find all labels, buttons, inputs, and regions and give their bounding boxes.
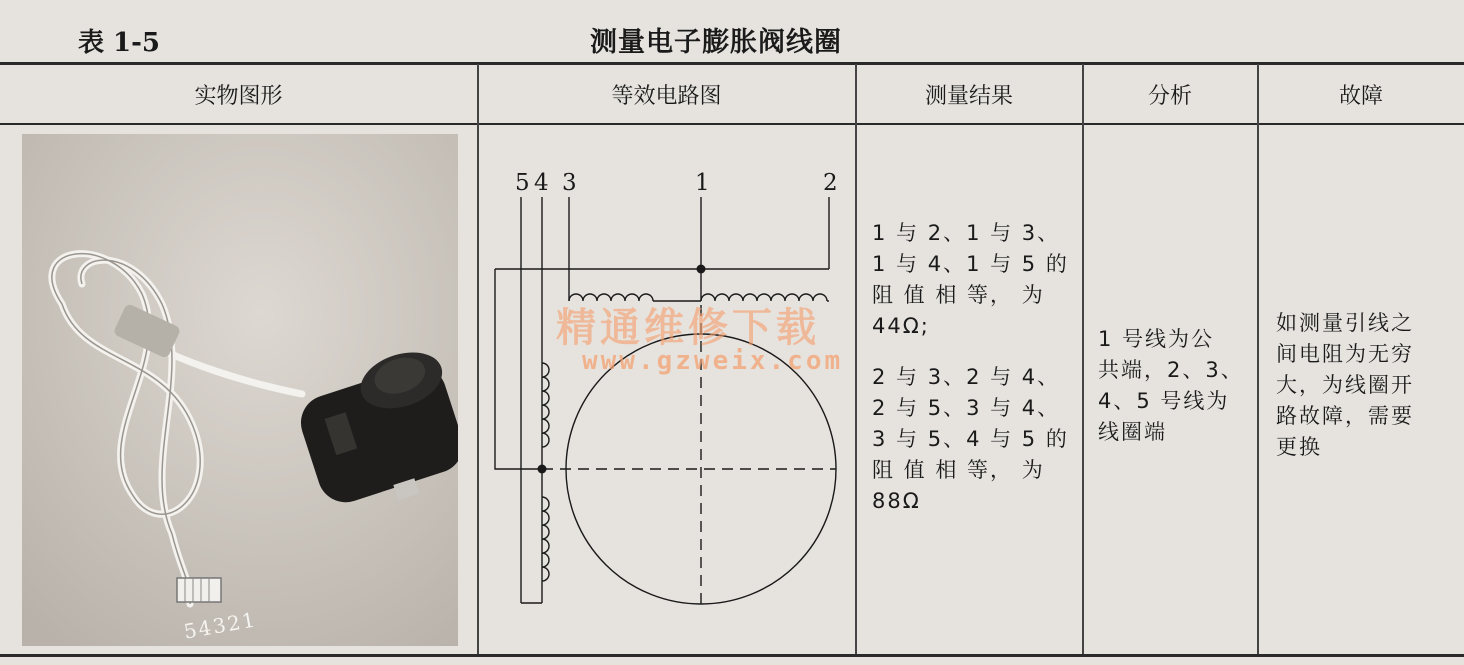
- column-divider: [855, 64, 857, 654]
- watermark-url: www.gzweix.com: [582, 346, 844, 376]
- measurement-line: 1 与 2、1 与 3、: [872, 221, 1061, 245]
- junction-dot: [697, 265, 706, 274]
- measurement-line: 2 与 5、3 与 4、: [872, 396, 1061, 420]
- watermark-title: 精通维修下载: [556, 305, 820, 351]
- coil-winding-left-upper: [542, 363, 549, 447]
- fault-line: 如测量引线之: [1276, 311, 1414, 335]
- table-label: 表 1-5: [78, 28, 161, 58]
- analysis-line: 共端，2、3、: [1098, 358, 1244, 382]
- measurement-line: 88Ω: [872, 489, 921, 513]
- fault-line: 间电阻为无穷: [1276, 342, 1414, 366]
- measurement-line: 阻 值 相 等， 为: [872, 458, 1045, 482]
- measurement-line: 44Ω;: [872, 314, 930, 338]
- terminal-label-3: 3: [562, 170, 577, 196]
- header-measurement: 测量结果: [924, 83, 1013, 109]
- equivalent-circuit-diagram: [478, 125, 855, 654]
- column-divider: [1082, 64, 1084, 654]
- measurement-results: [872, 218, 1069, 517]
- analysis-line: 1 号线为公: [1098, 327, 1215, 351]
- coil-photo: [22, 134, 458, 646]
- table-bottom-rule: [0, 654, 1464, 657]
- connector-label: 54321: [181, 607, 259, 644]
- header-circuit: 等效电路图: [611, 83, 722, 109]
- coil-photo-illustration: [22, 134, 458, 646]
- column-divider: [1257, 64, 1259, 654]
- measurement-line: 1 与 4、1 与 5 的: [872, 252, 1069, 276]
- table-title: 测量电子膨胀阀线圈: [590, 27, 842, 58]
- wire-1-left-link: [495, 269, 542, 469]
- analysis-text: [1098, 324, 1244, 448]
- terminal-label-4: 4: [534, 170, 549, 196]
- coil-winding-left-lower: [542, 497, 549, 581]
- terminal-label-5: 5: [515, 170, 530, 196]
- terminal-label-2: 2: [823, 170, 838, 196]
- fault-line: 大，为线圈开: [1276, 373, 1414, 397]
- fault-line: 路故障，需要: [1276, 404, 1414, 428]
- measurement-line: 阻 值 相 等， 为: [872, 283, 1045, 307]
- measurement-line: 3 与 5、4 与 5 的: [872, 427, 1069, 451]
- analysis-line: 4、5 号线为: [1098, 389, 1230, 413]
- terminal-label-1: 1: [695, 170, 710, 196]
- header-fault: 故障: [1338, 83, 1383, 109]
- analysis-line: 线圈端: [1098, 420, 1167, 444]
- fault-text: [1276, 308, 1414, 463]
- paragraph-gap: [872, 342, 1069, 362]
- fault-line: 更换: [1276, 435, 1322, 459]
- measurement-line: 2 与 3、2 与 4、: [872, 365, 1061, 389]
- header-analysis: 分析: [1147, 83, 1192, 109]
- header-photo: 实物图形: [194, 83, 283, 109]
